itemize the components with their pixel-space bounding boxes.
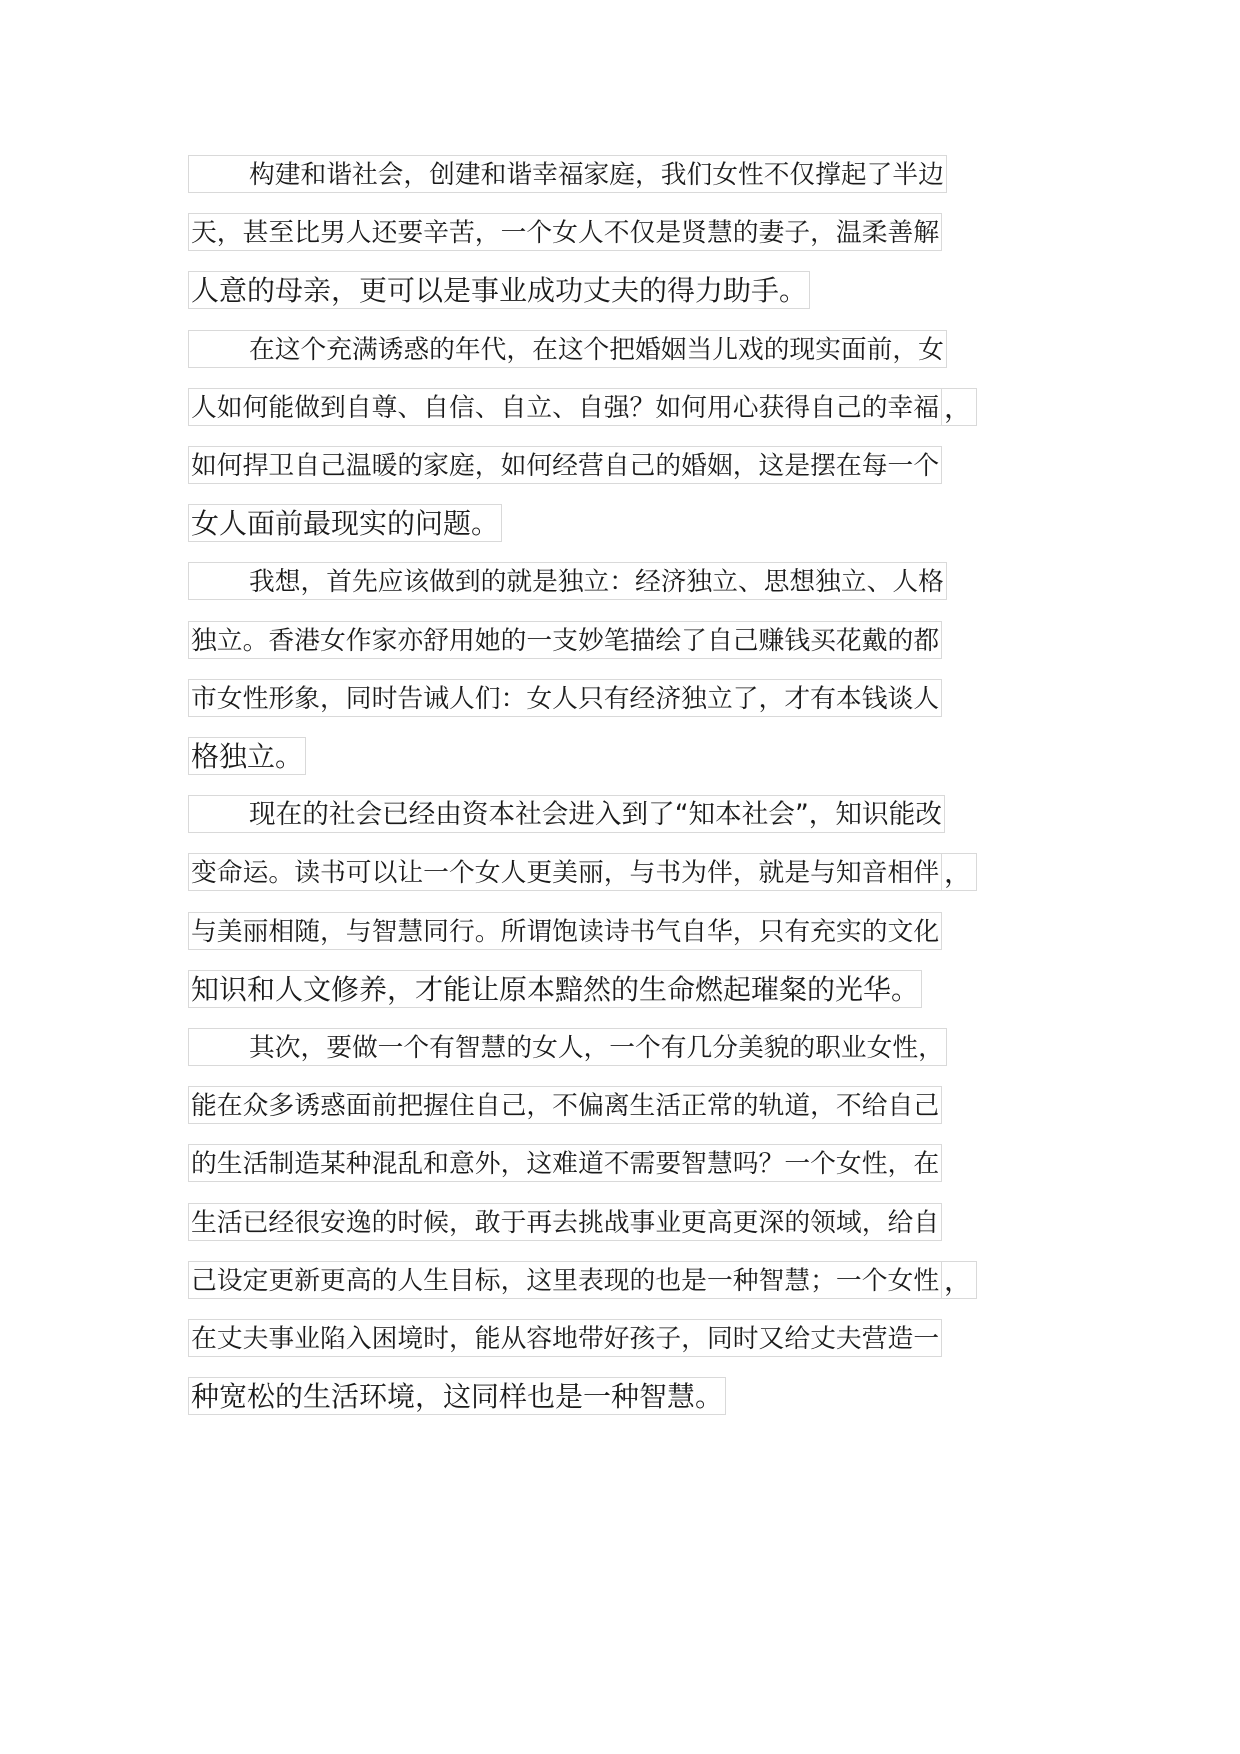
- text-line: 独立。香港女作家亦舒用她的一支妙笔描绘了自己赚钱买花戴的都: [188, 621, 942, 659]
- text-line: 在丈夫事业陷入困境时，能从容地带好孩子，同时又给丈夫营造一: [188, 1319, 942, 1357]
- text-line: 我想，首先应该做到的就是独立：经济独立、思想独立、人格: [188, 562, 947, 600]
- text-line: 种宽松的生活环境，这同样也是一种智慧。: [188, 1377, 726, 1415]
- text-line: 人意的母亲，更可以是事业成功丈夫的得力助手。: [188, 271, 810, 309]
- text-line: 如何捍卫自己温暖的家庭，如何经营自己的婚姻，这是摆在每一个: [188, 446, 942, 484]
- text-line: 市女性形象，同时告诫人们：女人只有经济独立了，才有本钱谈人: [188, 679, 942, 717]
- text-line: 现在的社会已经由资本社会进入到了“知本社会”，知识能改: [188, 795, 945, 833]
- text-line: 女人面前最现实的问题。: [188, 504, 502, 542]
- text-line: 能在众多诱惑面前把握住自己，不偏离生活正常的轨道，不给自己: [188, 1086, 942, 1124]
- text-line: 变命运。读书可以让一个女人更美丽，与书为伴，就是与知音相伴: [188, 853, 942, 891]
- text-line: 构建和谐社会，创建和谐幸福家庭，我们女性不仅撑起了半边: [188, 155, 947, 193]
- text-line: 其次，要做一个有智慧的女人，一个有几分美貌的职业女性，: [188, 1028, 947, 1066]
- text-line: 天，甚至比男人还要辛苦，一个女人不仅是贤慧的妻子，温柔善解: [188, 213, 942, 251]
- line-overflow-punctuation: ，: [940, 388, 977, 426]
- text-line: 的生活制造某种混乱和意外，这难道不需要智慧吗？一个女性，在: [188, 1144, 942, 1182]
- line-overflow-punctuation: ，: [940, 1261, 977, 1299]
- text-line: 格独立。: [188, 737, 306, 775]
- line-overflow-punctuation: ，: [940, 853, 977, 891]
- text-line: 生活已经很安逸的时候，敢于再去挑战事业更高更深的领域，给自: [188, 1203, 942, 1241]
- text-line: 与美丽相随，与智慧同行。所谓饱读诗书气自华，只有充实的文化: [188, 912, 942, 950]
- text-line: 人如何能做到自尊、自信、自立、自强？如何用心获得自己的幸福: [188, 388, 942, 426]
- text-line: 在这个充满诱惑的年代，在这个把婚姻当儿戏的现实面前，女: [188, 330, 947, 368]
- text-line: 己设定更新更高的人生目标，这里表现的也是一种智慧；一个女性: [188, 1261, 942, 1299]
- text-line: 知识和人文修养，才能让原本黯然的生命燃起璀粲的光华。: [188, 970, 922, 1008]
